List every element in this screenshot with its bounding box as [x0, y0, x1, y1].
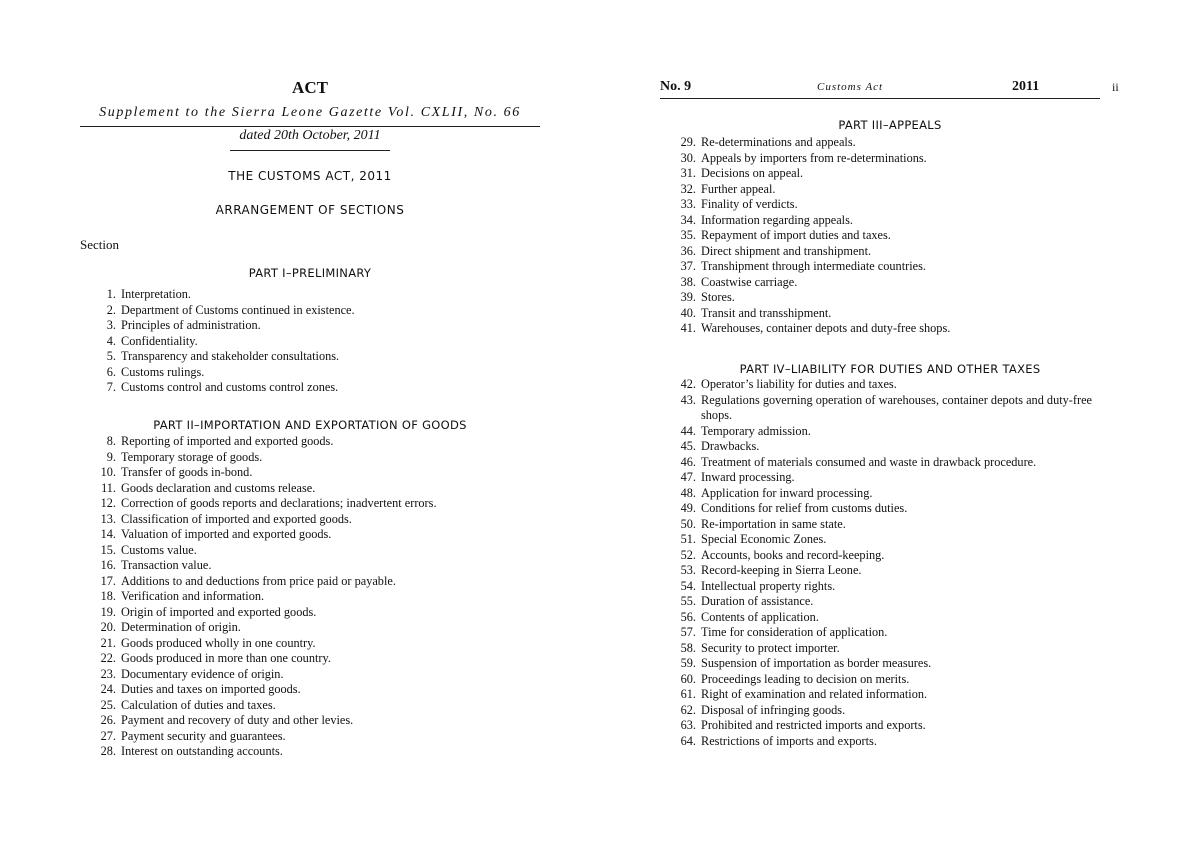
section-item [660, 321, 1120, 337]
section-title: Transparency and stakeholder consultations. [121, 349, 340, 363]
section-item [660, 672, 1120, 688]
section-item [80, 543, 540, 559]
section-number: 10. [100, 465, 116, 479]
section-number: 57. [680, 625, 696, 639]
section-number: 12. [100, 496, 116, 510]
section-number: 13. [100, 511, 116, 526]
section-list-part-1 [80, 287, 540, 396]
section-item [660, 579, 1120, 595]
section-title: Regulations governing operation of warehouses, container depots and duty-free shops. [701, 392, 1092, 422]
section-number: 64. [680, 733, 696, 748]
section-number: 63. [680, 718, 696, 732]
section-title: Interpretation. [121, 287, 191, 301]
section-item [80, 334, 540, 350]
section-title: Transfer of goods in-bond. [121, 465, 253, 479]
section-number: 61. [680, 687, 696, 701]
section-title: Coastwise carriage. [701, 274, 798, 289]
divider [230, 150, 390, 151]
section-title: Duration of assistance. [701, 594, 814, 608]
section-number: 55. [680, 594, 696, 608]
section-title: Temporary admission. [701, 423, 811, 438]
page-number: ii [1112, 80, 1119, 94]
section-item [660, 228, 1120, 244]
section-title: Goods produced in more than one country. [121, 651, 331, 665]
section-item [80, 667, 540, 683]
section-title: Transhipment through intermediate countries. [701, 259, 926, 273]
section-number: 39. [680, 290, 696, 304]
section-title: Conditions for relief from customs duties. [701, 501, 908, 515]
section-item [80, 682, 540, 698]
section-item [80, 434, 540, 450]
section-number: 29. [680, 135, 696, 149]
section-item [660, 610, 1120, 626]
section-item [80, 450, 540, 466]
section-number: 52. [680, 547, 696, 562]
section-item [660, 486, 1120, 502]
section-item [80, 512, 540, 528]
divider [80, 126, 540, 127]
section-number: 24. [100, 682, 116, 696]
section-number: 44. [680, 423, 696, 438]
section-title: Payment and recovery of duty and other levies. [121, 713, 354, 727]
section-item [80, 349, 540, 365]
section-title: Security to protect importer. [701, 640, 840, 655]
section-number: 3. [106, 318, 116, 332]
section-item [660, 439, 1120, 455]
section-number: 58. [680, 640, 696, 655]
section-title: Treatment of materials consumed and waste in drawback procedure. [701, 454, 1037, 469]
part-heading-4: PART IV–LIABILITY FOR DUTIES AND OTHER TAXES [739, 362, 1041, 376]
section-item [660, 393, 1120, 424]
section-title: Finality of verdicts. [701, 197, 798, 211]
section-item [660, 517, 1120, 533]
section-title: Intellectual property rights. [701, 578, 836, 593]
section-number: 62. [680, 702, 696, 717]
section-title: Goods produced wholly in one country. [121, 635, 316, 650]
section-item [660, 548, 1120, 564]
section-title: Payment security and guarantees. [121, 728, 286, 743]
section-title: Origin of imported and exported goods. [121, 604, 317, 619]
section-number: 49. [680, 501, 696, 515]
section-number: 37. [680, 259, 696, 273]
section-item [660, 377, 1120, 393]
section-title: Calculation of duties and taxes. [121, 697, 276, 712]
section-number: 42. [680, 377, 696, 391]
section-number: 2. [106, 302, 116, 317]
gazette-date: dated 20th October, 2011 [239, 128, 381, 143]
section-title: Customs rulings. [121, 364, 205, 379]
section-title: Temporary storage of goods. [121, 449, 263, 464]
section-number: 26. [100, 713, 116, 727]
gazette-supplement-line: Supplement to the Sierra Leone Gazette Vol. CXLII, No. 66 [99, 105, 521, 120]
section-title: Time for consideration of application. [701, 625, 888, 639]
section-number: 50. [680, 516, 696, 531]
section-item [80, 496, 540, 512]
section-item [80, 574, 540, 590]
section-item [660, 501, 1120, 517]
section-item [660, 734, 1120, 750]
section-number: 46. [680, 454, 696, 469]
section-number: 6. [106, 364, 116, 379]
section-title: Transaction value. [121, 558, 212, 572]
running-title: Customs Act [817, 81, 884, 93]
section-title: Repayment of import duties and taxes. [701, 228, 891, 242]
section-number: 23. [100, 666, 116, 681]
section-number: 30. [680, 150, 696, 165]
section-number: 60. [680, 671, 696, 686]
section-title: Proceedings leading to decision on merits. [701, 671, 910, 686]
section-title: Confidentiality. [121, 333, 198, 348]
section-item [80, 527, 540, 543]
section-title: Restrictions of imports and exports. [701, 733, 877, 748]
section-title: Classification of imported and exported goods. [121, 511, 352, 526]
part-heading-1: PART I–PRELIMINARY [248, 266, 372, 280]
section-title: Appeals by importers from re-determinations. [701, 150, 927, 165]
section-title: Decisions on appeal. [701, 166, 804, 180]
section-item [80, 287, 540, 303]
section-number: 5. [106, 349, 116, 363]
section-number: 20. [100, 620, 116, 634]
section-item [660, 687, 1120, 703]
section-item [80, 605, 540, 621]
section-title: Verification and information. [121, 589, 265, 603]
act-name: THE CUSTOMS ACT, 2011 [228, 169, 392, 183]
section-title: Accounts, books and record-keeping. [701, 547, 885, 562]
section-number: 21. [100, 635, 116, 650]
section-title: Principles of administration. [121, 318, 261, 332]
section-title: Department of Customs continued in existence. [121, 302, 355, 317]
section-item [80, 365, 540, 381]
section-number: 53. [680, 563, 696, 577]
section-number: 28. [100, 744, 116, 758]
section-item [660, 455, 1120, 471]
section-number: 34. [680, 212, 696, 227]
divider [660, 98, 1100, 99]
section-title: Special Economic Zones. [701, 532, 827, 546]
section-number: 40. [680, 305, 696, 320]
section-title: Reporting of imported and exported goods. [121, 434, 334, 448]
section-number: 45. [680, 439, 696, 453]
section-label: Section [80, 237, 119, 252]
section-number: 56. [680, 609, 696, 624]
section-title: Customs value. [121, 542, 197, 557]
section-item [80, 744, 540, 760]
section-number: 51. [680, 532, 696, 546]
section-number: 32. [680, 181, 696, 196]
section-item [660, 166, 1120, 182]
section-number: 41. [680, 321, 696, 335]
section-title: Re-importation in same state. [701, 516, 846, 531]
running-head [660, 79, 1120, 97]
section-item [660, 470, 1120, 486]
section-number: 9. [106, 449, 116, 464]
section-number: 38. [680, 274, 696, 289]
section-number: 31. [680, 166, 696, 180]
section-item [80, 303, 540, 319]
section-title: Prohibited and restricted imports and exports. [701, 718, 926, 732]
part-heading-2: PART II–IMPORTATION AND EXPORTATION OF GOODS [153, 418, 467, 432]
section-title: Right of examination and related information. [701, 687, 928, 701]
section-number: 8. [106, 434, 116, 448]
section-title: Suspension of importation as border measures. [701, 656, 932, 670]
arrangement-heading: ARRANGEMENT OF SECTIONS [215, 203, 405, 217]
section-number: 47. [680, 470, 696, 484]
section-title: Warehouses, container depots and duty-free shops. [701, 321, 951, 335]
section-title: Stores. [701, 290, 735, 304]
section-title: Drawbacks. [701, 439, 760, 453]
section-number: 16. [100, 558, 116, 572]
section-title: Valuation of imported and exported goods. [121, 527, 332, 541]
section-item [660, 641, 1120, 657]
section-item [660, 625, 1120, 641]
section-item [660, 563, 1120, 579]
section-item [660, 306, 1120, 322]
section-title: Contents of application. [701, 609, 819, 624]
section-item [660, 703, 1120, 719]
section-title: Inward processing. [701, 470, 795, 484]
section-title: Documentary evidence of origin. [121, 666, 284, 681]
section-title: Application for inward processing. [701, 485, 873, 500]
section-number: 15. [100, 542, 116, 557]
section-title: Transit and transshipment. [701, 305, 832, 320]
section-item [80, 465, 540, 481]
section-number: 19. [100, 604, 116, 619]
section-item [80, 620, 540, 636]
section-title: Correction of goods reports and declarations; inadvertent errors. [121, 496, 437, 510]
section-item [80, 651, 540, 667]
section-number: 35. [680, 228, 696, 242]
section-item [660, 182, 1120, 198]
section-title: Record-keeping in Sierra Leone. [701, 563, 862, 577]
section-number: 43. [680, 392, 696, 407]
section-number: 4. [106, 333, 116, 348]
section-item [80, 318, 540, 334]
section-number: 25. [100, 697, 116, 712]
section-item [80, 698, 540, 714]
act-title: ACT [292, 78, 328, 97]
section-item [660, 656, 1120, 672]
section-number: 18. [100, 589, 116, 603]
section-title: Determination of origin. [121, 620, 241, 634]
section-title: Further appeal. [701, 181, 776, 196]
section-item [660, 718, 1120, 734]
section-item [80, 589, 540, 605]
section-item [80, 729, 540, 745]
section-item [80, 380, 540, 396]
section-number: 54. [680, 578, 696, 593]
section-item [80, 558, 540, 574]
gazette-year: 2011 [1012, 79, 1040, 94]
section-number: 27. [100, 728, 116, 743]
section-item [660, 213, 1120, 229]
section-title: Disposal of infringing goods. [701, 702, 846, 717]
section-title: Additions to and deductions from price paid or payable. [121, 573, 396, 588]
section-number: 36. [680, 243, 696, 258]
section-title: Interest on outstanding accounts. [121, 744, 283, 758]
section-title: Goods declaration and customs release. [121, 480, 316, 495]
section-list-part-4 [660, 377, 1120, 749]
section-item [660, 275, 1120, 291]
section-number: 11. [101, 480, 116, 495]
section-item [80, 636, 540, 652]
gazette-number: No. 9 [660, 79, 692, 94]
section-item [660, 151, 1120, 167]
section-number: 7. [106, 380, 116, 394]
section-item [80, 481, 540, 497]
section-item [660, 135, 1120, 151]
section-number: 1. [106, 287, 116, 301]
section-item [660, 594, 1120, 610]
part-heading-3: PART III–APPEALS [838, 118, 942, 132]
section-number: 59. [680, 656, 696, 670]
section-title: Operator’s liability for duties and taxes. [701, 377, 897, 391]
section-item [660, 197, 1120, 213]
section-number: 22. [100, 651, 116, 665]
section-item [660, 290, 1120, 306]
section-item [660, 259, 1120, 275]
section-item [660, 424, 1120, 440]
section-number: 17. [100, 573, 116, 588]
section-title: Duties and taxes on imported goods. [121, 682, 301, 696]
section-list-part-2 [80, 434, 540, 760]
section-item [80, 713, 540, 729]
section-number: 14. [100, 527, 116, 541]
section-item [660, 244, 1120, 260]
section-title: Direct shipment and transhipment. [701, 243, 872, 258]
section-number: 48. [680, 485, 696, 500]
section-title: Customs control and customs control zones. [121, 380, 339, 394]
section-title: Information regarding appeals. [701, 212, 853, 227]
section-list-part-3 [660, 135, 1120, 337]
section-number: 33. [680, 197, 696, 211]
section-item [660, 532, 1120, 548]
section-title: Re-determinations and appeals. [701, 135, 856, 149]
